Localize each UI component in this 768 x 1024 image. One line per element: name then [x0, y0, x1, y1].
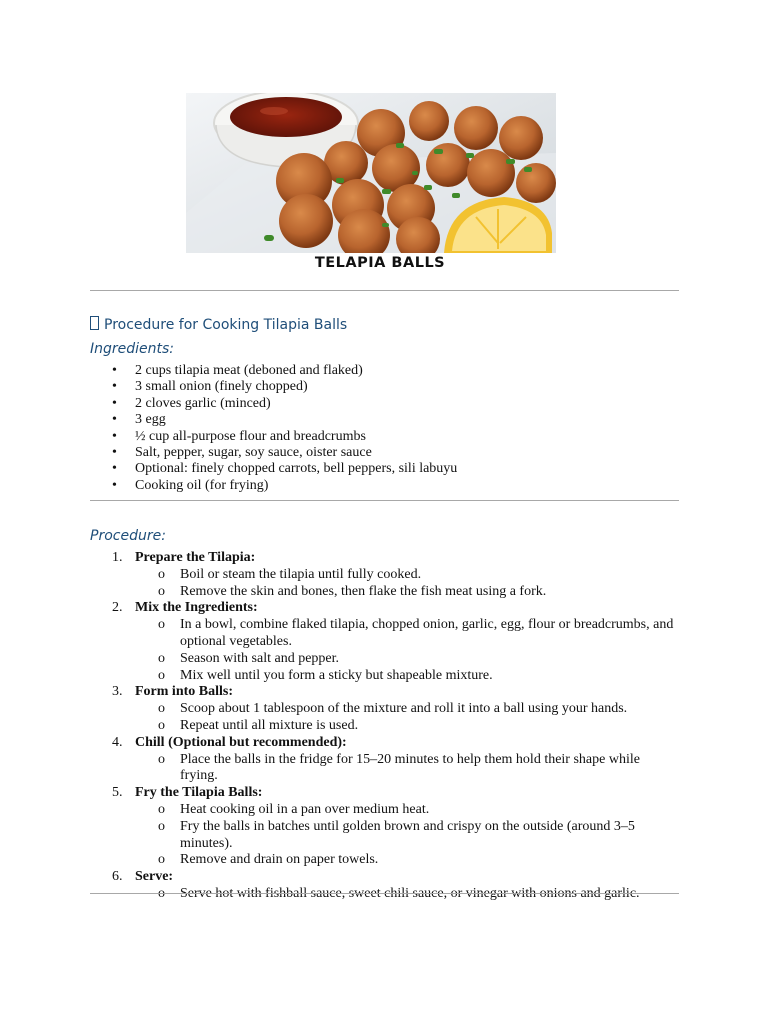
substep-item	[135, 617, 680, 651]
substep-item	[135, 819, 680, 853]
dipping-sauce	[230, 97, 342, 137]
circle-bullet-icon: o	[158, 650, 165, 666]
substep-text: Mix well until you form a sticky but shapeable mixture.	[180, 667, 493, 683]
list-item	[90, 379, 457, 395]
circle-bullet-icon: o	[158, 583, 165, 599]
substep-item	[135, 852, 680, 869]
tilapia-balls-photo	[186, 93, 556, 253]
bullet-icon: •	[112, 363, 117, 378]
list-item	[90, 461, 457, 477]
circle-bullet-icon: o	[158, 617, 165, 633]
step-number: 4.	[112, 734, 123, 750]
ingredient-text: Salt, pepper, sugar, soy sauce, oister sauce	[135, 445, 372, 461]
substep-text: Heat cooking oil in a pan over medium heat.	[180, 801, 430, 817]
substep-item	[135, 584, 680, 601]
circle-bullet-icon: o	[158, 801, 165, 817]
procedure-section-heading	[90, 316, 347, 333]
recipe-title: TELAPIA BALLS	[314, 255, 446, 271]
step-title: Prepare the Tilapia:	[135, 550, 256, 565]
substep-item	[135, 802, 680, 819]
divider	[90, 290, 679, 291]
list-item	[90, 412, 457, 428]
circle-bullet-icon: o	[158, 885, 165, 901]
ingredient-text: Optional: finely chopped carrots, bell peppers, sili labuyu	[135, 461, 458, 477]
bullet-icon: •	[112, 461, 117, 477]
list-item	[90, 429, 457, 445]
step-substeps	[135, 617, 680, 684]
step-title: Chill (Optional but recommended):	[135, 734, 347, 750]
step-title: Form into Balls:	[135, 684, 233, 700]
ingredient-text: 2 cups tilapia meat (deboned and flaked)	[135, 363, 363, 378]
missing-glyph-icon	[90, 316, 99, 330]
bullet-icon: •	[112, 395, 117, 411]
ingredient-text: Cooking oil (for frying)	[135, 477, 269, 493]
bullet-icon: •	[112, 428, 117, 444]
substep-item	[135, 567, 680, 584]
step-number: 1.	[112, 550, 123, 565]
ingredient-text: ½ cup all-purpose flour and breadcrumbs	[135, 428, 366, 444]
ingredient-text: 2 cloves garlic (minced)	[135, 395, 271, 411]
substep-text: Season with salt and pepper.	[180, 650, 340, 666]
bullet-icon: •	[112, 445, 117, 461]
step-substeps	[135, 701, 680, 735]
substep-item	[135, 886, 680, 903]
step-title: Serve:	[135, 869, 174, 885]
step-number: 6.	[112, 869, 123, 885]
substep-item	[135, 718, 680, 735]
circle-bullet-icon: o	[158, 717, 165, 733]
circle-bullet-icon: o	[158, 818, 165, 834]
bullet-icon: •	[112, 412, 117, 428]
bullet-icon: •	[112, 379, 117, 395]
substep-item	[135, 651, 680, 668]
divider	[90, 893, 679, 894]
circle-bullet-icon: o	[158, 751, 165, 767]
substep-text: Scoop about 1 tablespoon of the mixture and roll it into a ball using your hands.	[180, 701, 628, 717]
step-number: 2.	[112, 600, 123, 616]
substep-text: Boil or steam the tilapia until fully cooked.	[180, 566, 422, 582]
step-title: Fry the Tilapia Balls:	[135, 785, 263, 801]
procedure-step	[90, 735, 680, 785]
step-number: 3.	[112, 684, 123, 700]
ingredient-text: 3 small onion (finely chopped)	[135, 379, 308, 395]
step-substeps	[135, 567, 680, 601]
ingredients-heading: Ingredients:	[90, 341, 175, 357]
procedure-step	[90, 869, 680, 903]
circle-bullet-icon: o	[158, 667, 165, 683]
list-item	[90, 478, 457, 494]
substep-item	[135, 668, 680, 685]
procedure-step	[90, 550, 680, 600]
bullet-icon: •	[112, 477, 117, 493]
step-number: 5.	[112, 785, 123, 801]
circle-bullet-icon: o	[158, 852, 165, 868]
substep-text: Fry the balls in batches until golden brown and crispy on the outside (around 3–5 minutes).	[180, 818, 635, 851]
ingredient-text: 3 egg	[135, 412, 166, 428]
list-item	[90, 445, 457, 461]
step-substeps	[135, 802, 680, 869]
procedure-heading: Procedure:	[90, 528, 166, 544]
divider	[90, 500, 679, 501]
food-photo-illustration	[186, 93, 556, 253]
substep-text: Remove the skin and bones, then flake the fish meat using a fork.	[180, 583, 547, 599]
ingredients-list	[90, 363, 457, 494]
circle-bullet-icon: o	[158, 566, 165, 582]
substep-text: Serve hot with fishball sauce, sweet chili sauce, or vinegar with onions and garlic.	[180, 885, 640, 901]
procedure-step	[90, 785, 680, 869]
substep-text: Remove and drain on paper towels.	[180, 852, 379, 868]
list-item	[90, 363, 457, 379]
step-title: Mix the Ingredients:	[135, 600, 258, 616]
procedure-step	[90, 684, 680, 734]
substep-text: Repeat until all mixture is used.	[180, 717, 359, 733]
procedure-steps	[90, 550, 680, 903]
circle-bullet-icon: o	[158, 701, 165, 717]
substep-item	[135, 752, 680, 786]
substep-text: In a bowl, combine flaked tilapia, chopped onion, garlic, egg, flour or breadcrumbs, and optional vegetables.	[180, 617, 674, 649]
substep-item	[135, 701, 680, 718]
step-substeps	[135, 886, 680, 903]
substep-text: Place the balls in the fridge for 15–20 minutes to help them hold their shape while frying.	[180, 751, 640, 784]
list-item	[90, 396, 457, 412]
step-substeps	[135, 752, 680, 786]
procedure-step	[90, 600, 680, 684]
procedure-section-heading-text: Procedure for Cooking Tilapia Balls	[104, 317, 348, 333]
